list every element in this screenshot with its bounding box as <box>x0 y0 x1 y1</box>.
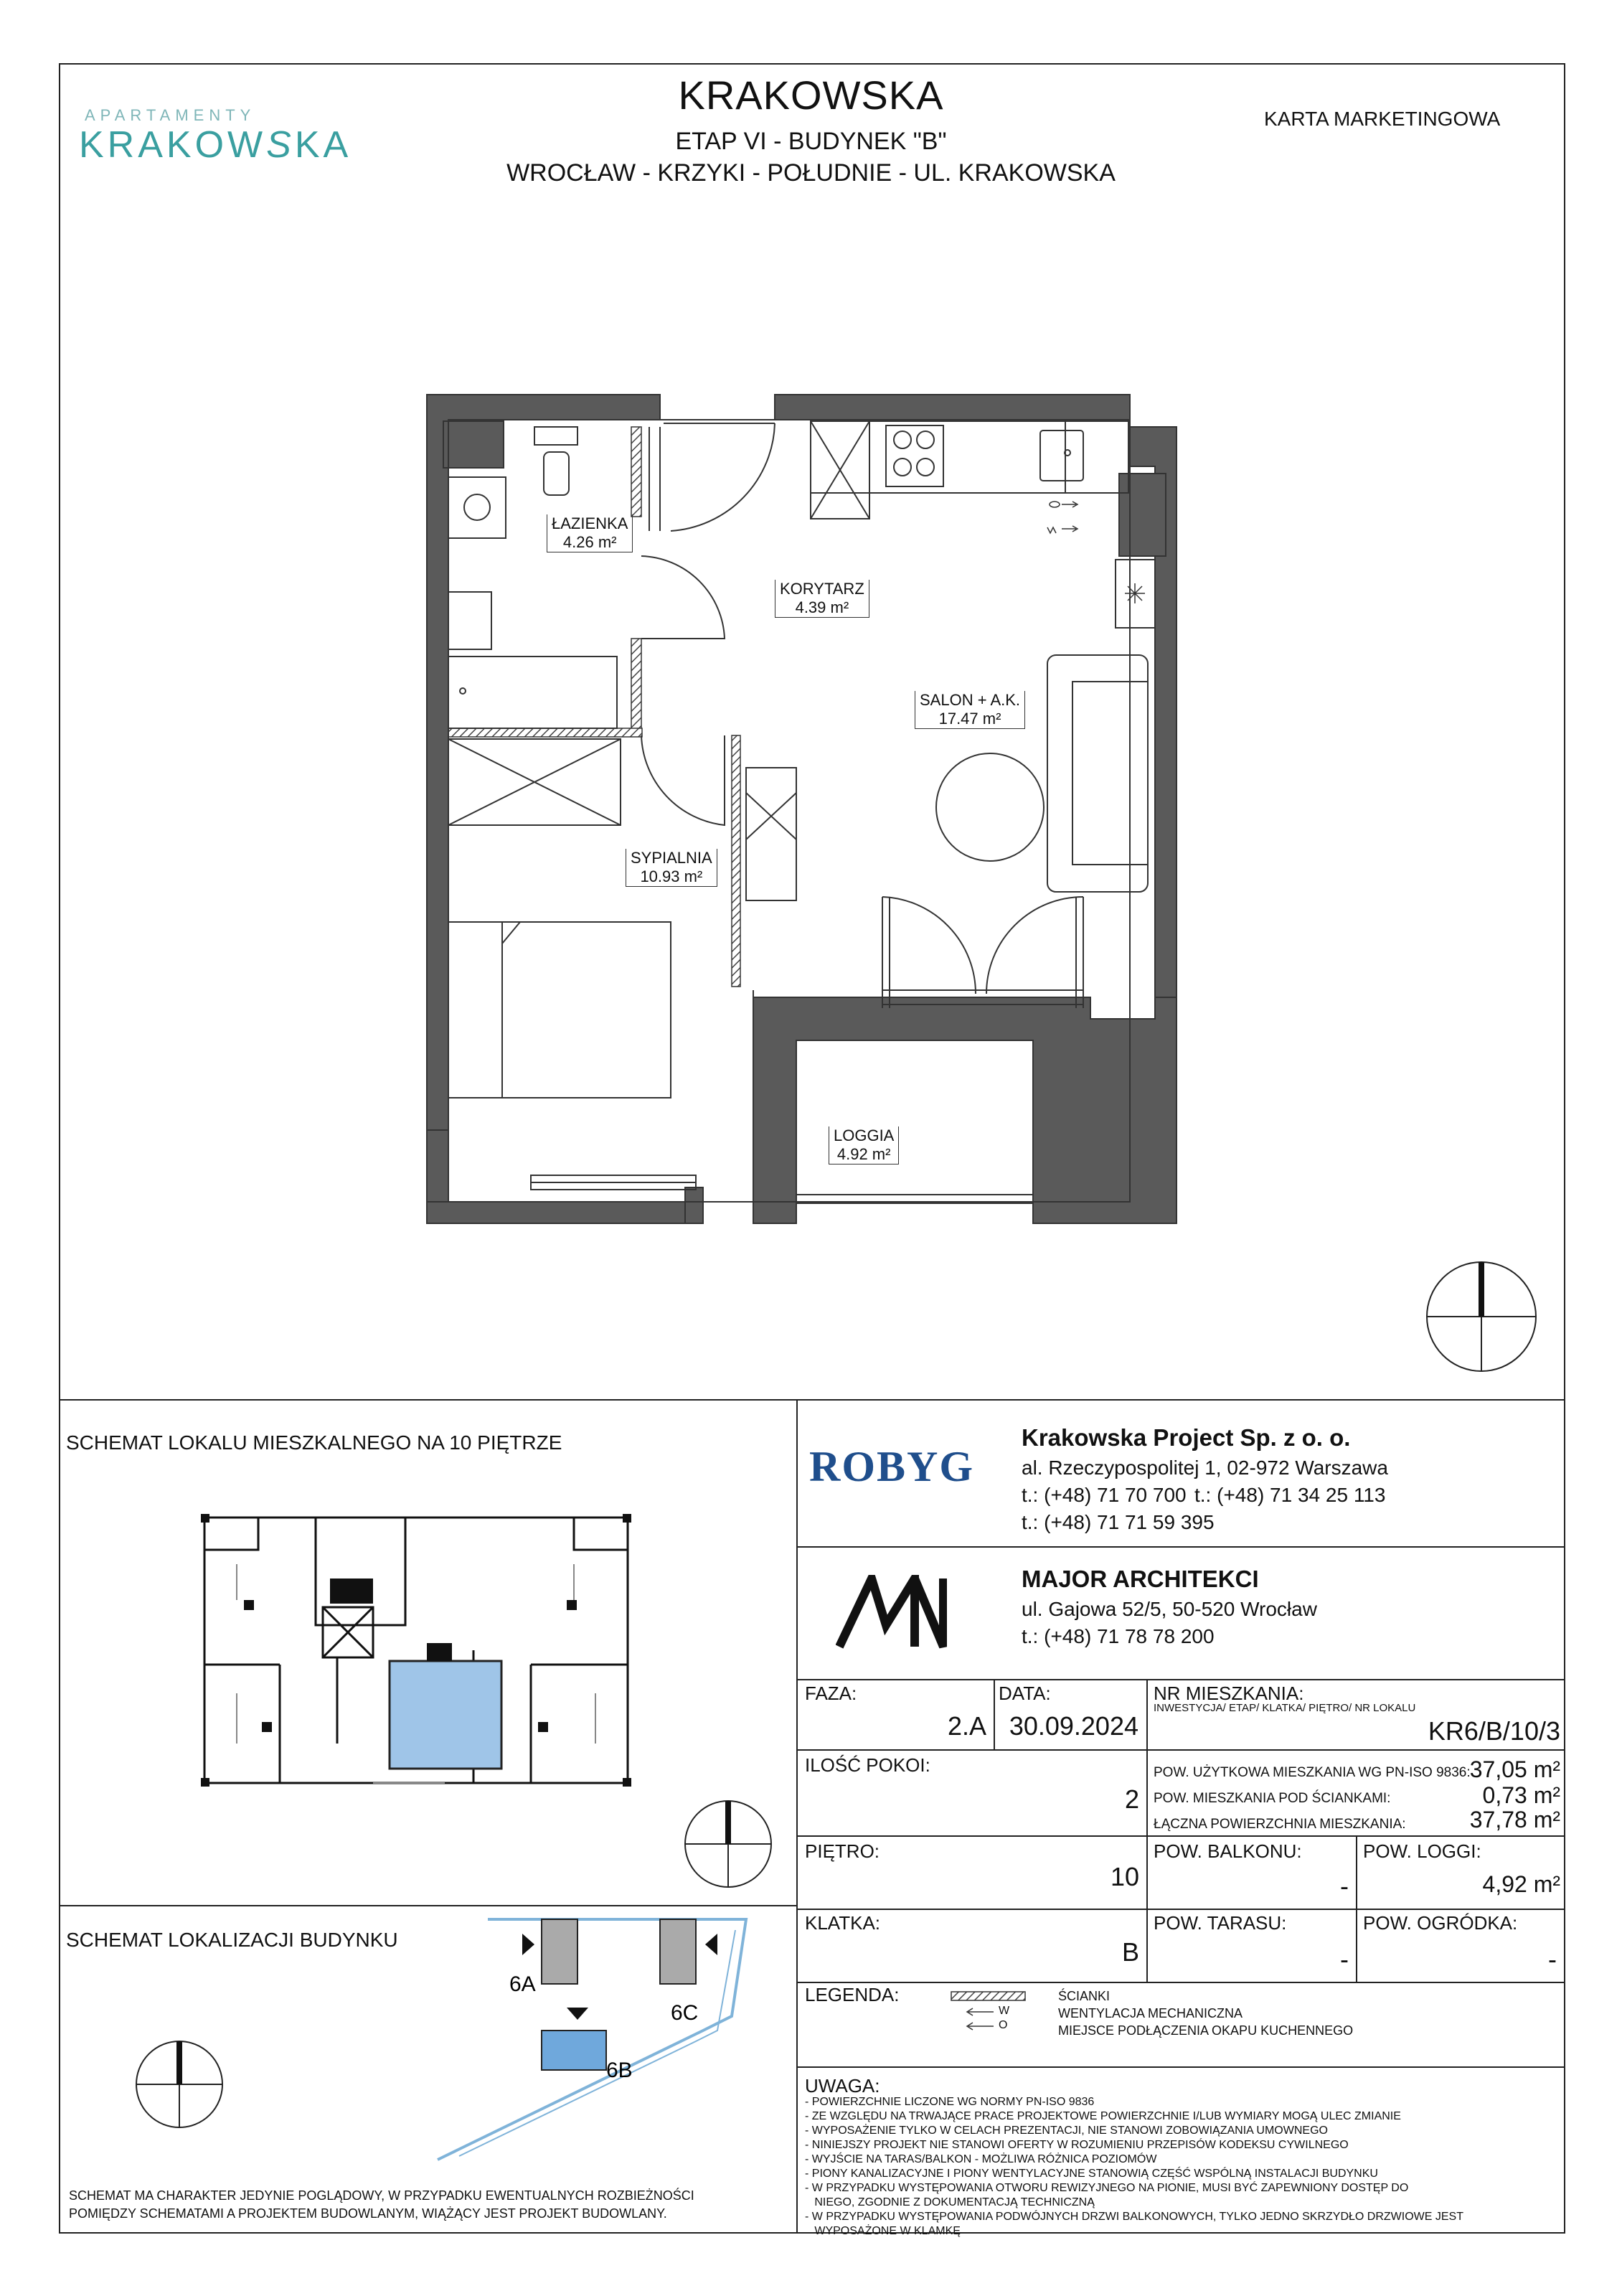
schema-floor-title: SCHEMAT LOKALU MIESZKALNEGO NA 10 PIĘTRZE <box>66 1431 562 1454</box>
divider <box>796 2066 1565 2068</box>
page-subtitle-2: WROCŁAW - KRZYKI - POŁUDNIE - UL. KRAKOWSKA <box>506 159 1116 187</box>
divider <box>796 1909 1565 1910</box>
legend-title: LEGENDA: <box>805 1984 900 2005</box>
divider <box>1146 1679 1148 1982</box>
legend-item-walls: ŚCIANKI <box>1058 1989 1111 2003</box>
taras-value: - <box>1340 1944 1349 1974</box>
nr-label: NR MIESZKANIA: <box>1154 1683 1304 1704</box>
nr-value: KR6/B/10/3 <box>1428 1716 1560 1746</box>
legend-item-hood: MIEJSCE PODŁĄCZENIA OKAPU KUCHENNEGO <box>1058 2023 1354 2038</box>
room-area: 4.92 m² <box>836 1145 891 1163</box>
building-label-6b: 6B <box>606 2059 633 2082</box>
divider <box>796 1399 798 2234</box>
uwaga-notes <box>805 2095 1558 2239</box>
north-arrow-small-icon <box>682 1797 775 1891</box>
uwaga-line: - ZE WZGLĘDU NA TRWAJĄCE PRACE PROJEKTOWE POWIERZCHNIE I/LUB WYMIARY MOGĄ ULEC ZMIANIE <box>805 2110 1401 2122</box>
balkon-value: - <box>1340 1871 1349 1901</box>
divider <box>59 1399 1565 1401</box>
uwaga-title: UWAGA: <box>805 2075 880 2097</box>
data-label: DATA: <box>999 1683 1051 1704</box>
building-label-6c: 6C <box>671 2001 699 2025</box>
pow1-label: POW. UŻYTKOWA MIESZKANIA WG PN-ISO 9836: <box>1154 1765 1471 1780</box>
room-name: SALON + A.K. <box>920 691 1021 709</box>
room-name: LOGGIA <box>834 1126 895 1144</box>
pow3-value: 37,78 m² <box>1469 1807 1560 1832</box>
room-name: SYPIALNIA <box>631 849 712 867</box>
data-value: 30.09.2024 <box>1009 1711 1138 1741</box>
pow2-label: POW. MIESZKANIA POD ŚCIANKAMI: <box>1154 1791 1391 1806</box>
loggia-value: 4,92 m² <box>1482 1871 1560 1897</box>
klatka-value: B <box>1121 1937 1139 1967</box>
architect-name: MAJOR ARCHITEKCI <box>1022 1566 1259 1592</box>
pow1-value: 37,05 m² <box>1469 1756 1560 1782</box>
uwaga-line: - W PRZYPADKU WYSTĘPOWANIA OTWORU REWIZYJNEGO NA PIONIE, MUSI BYĆ ZAPEWNIONY DOSTĘP DO <box>805 2182 1409 2194</box>
room-label-salon <box>915 691 1025 729</box>
divider <box>796 1749 1565 1751</box>
page-subtitle-1: ETAP VI - BUDYNEK "B" <box>675 128 947 155</box>
uwaga-line: WYPOSAŻONE W KLAMKĘ <box>805 2225 961 2237</box>
legend-item-ventilation: WENTYLACJA MECHANICZNA <box>1058 2006 1243 2020</box>
architect-address: ul. Gajowa 52/5, 50-520 Wrocław <box>1022 1598 1317 1620</box>
room-area: 17.47 m² <box>938 710 1001 728</box>
faza-value: 2.A <box>947 1711 986 1741</box>
divider <box>796 1679 1565 1680</box>
uwaga-line: - POWIERZCHNIE LICZONE WG NORMY PN-ISO 9836 <box>805 2096 1095 2108</box>
ogrodek-label: POW. OGRÓDKA: <box>1363 1912 1518 1934</box>
page-title: KRAKOWSKA <box>678 72 944 118</box>
room-name: ŁAZIENKA <box>552 514 628 532</box>
uwaga-line: NIEGO, ZGODNIE Z DOKUMENTACJĄ TECHNICZNĄ <box>805 2196 1095 2208</box>
room-label-loggia <box>829 1126 899 1165</box>
developer-phone-1: t.: (+48) 71 70 700 <box>1022 1484 1187 1506</box>
pietro-label: PIĘTRO: <box>805 1840 880 1862</box>
pokoi-label: ILOŚĆ POKOI: <box>805 1754 930 1776</box>
hood-arrow-icon <box>961 2020 997 2032</box>
room-area: 4.26 m² <box>562 533 617 551</box>
uwaga-line: - WYPOSAŻENIE TYLKO W CELACH PREZENTACJI, NIE STANOWI ZOBOWIĄZANIA UMOWNEGO <box>805 2125 1328 2137</box>
uwaga-line: - W PRZYPADKU WYSTĘPOWANIA PODWÓJNYCH DRZWI BALKONOWYCH, TYLKO JEDNO SKRZYDŁO DRZWIOWE JEST <box>805 2211 1463 2223</box>
floor-plan <box>423 391 1191 1238</box>
developer-phone-3: t.: (+48) 71 71 59 395 <box>1022 1511 1215 1533</box>
faza-label: FAZA: <box>805 1683 857 1704</box>
room-label-korytarz <box>775 580 869 618</box>
divider <box>59 1905 796 1906</box>
klatka-label: KLATKA: <box>805 1912 881 1934</box>
uwaga-line: - PIONY KANALIZACYJNE I PIONY WENTYLACYJNE STANOWIĄ CZĘŚĆ WSPÓLNĄ INSTALACJI BUDYNKU <box>805 2168 1378 2180</box>
wall-hatch-icon <box>951 1991 1026 2001</box>
room-name: KORYTARZ <box>780 580 864 598</box>
pokoi-value: 2 <box>1124 1784 1139 1814</box>
pow3-label: ŁĄCZNA POWIERZCHNIA MIESZKANIA: <box>1154 1817 1406 1832</box>
uwaga-line: - NINIEJSZY PROJEKT NIE STANOWI OFERTY W ROZUMIENIU PRZEPISÓW KODEKSU CYWILNEGO <box>805 2139 1349 2151</box>
room-label-lazienka <box>547 514 633 552</box>
logo-line1: APARTAMENTY <box>85 106 256 124</box>
divider <box>796 1835 1565 1837</box>
developer-address: al. Rzeczypospolitej 1, 02-972 Warszawa <box>1022 1457 1388 1479</box>
robyg-logo: ROBYG <box>809 1443 975 1490</box>
location-schema <box>416 1909 760 2167</box>
legend-sym-o: O <box>999 2019 1008 2031</box>
uwaga-line: - WYJŚCIE NA TARAS/BALKON - MOŻLIWA RÓŻNICA POZIOMÓW <box>805 2153 1157 2165</box>
loggia-label: POW. LOGGI: <box>1363 1840 1481 1862</box>
taras-label: POW. TARASU: <box>1154 1912 1287 1934</box>
divider <box>1356 1835 1357 1982</box>
ogrodek-value: - <box>1548 1944 1557 1974</box>
legend-sym-w: W <box>999 2005 1010 2017</box>
north-arrow-location-icon <box>133 2038 226 2131</box>
room-area: 10.93 m² <box>640 867 703 885</box>
ventilation-arrow-icon <box>961 2006 997 2018</box>
north-arrow-icon <box>1424 1259 1539 1374</box>
schema-location-title: SCHEMAT LOKALIZACJI BUDYNKU <box>66 1929 398 1951</box>
disclaimer: SCHEMAT MA CHARAKTER JEDYNIE POGLĄDOWY, W PRZYPADKU EWENTUALNYCH ROZBIEŻNOŚCI POMIĘDZY SCHEMATAMI A PROJEKTEM BUDOWLANYM, WIĄŻĄCY JEST PROJEKT BUDOWLANY. <box>69 2188 694 2221</box>
pietro-value: 10 <box>1110 1862 1139 1891</box>
room-area: 4.39 m² <box>795 598 849 616</box>
card-type: KARTA MARKETINGOWA <box>1264 108 1501 130</box>
nr-sublabel: INWESTYCJA/ ETAP/ KLATKA/ PIĘTRO/ NR LOKALU <box>1154 1702 1416 1714</box>
logo-line2: KRAKOWSKA <box>79 124 352 166</box>
divider <box>796 1982 1565 1983</box>
architect-phone: t.: (+48) 71 78 78 200 <box>1022 1625 1215 1647</box>
divider <box>796 1546 1565 1548</box>
pow2-value: 0,73 m² <box>1482 1782 1560 1808</box>
building-label-6a: 6A <box>509 1972 536 1996</box>
room-label-sypialnia <box>626 849 717 887</box>
balkon-label: POW. BALKONU: <box>1154 1840 1302 1862</box>
floor-schema <box>194 1507 638 1794</box>
major-architekci-logo <box>836 1575 947 1650</box>
developer-name: Krakowska Project Sp. z o. o. <box>1022 1424 1351 1451</box>
divider <box>994 1679 995 1749</box>
developer-phone-2: t.: (+48) 71 34 25 113 <box>1194 1484 1386 1506</box>
